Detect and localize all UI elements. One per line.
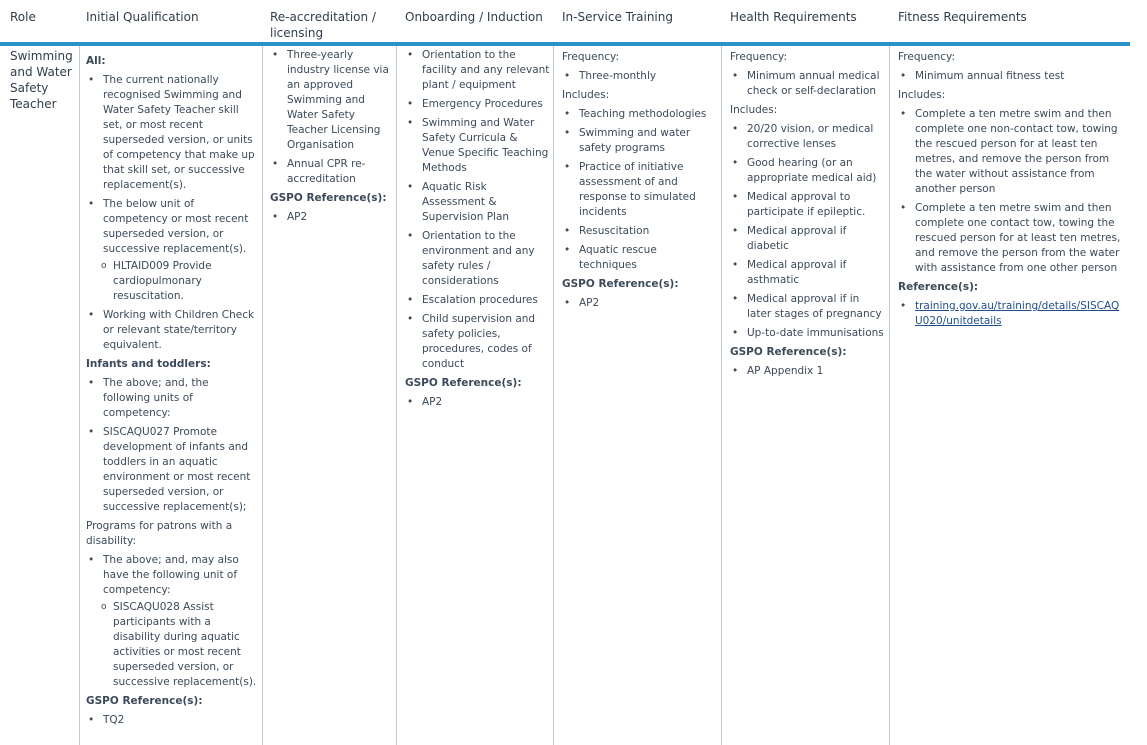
list-item: • The above; and, the following units of competency: (86, 376, 258, 421)
column-divider (889, 46, 890, 745)
list-item (86, 197, 258, 304)
list-item: • Annual CPR re-accreditation (270, 157, 390, 187)
frequency-label: Frequency: (562, 51, 620, 63)
gspo-reference: • AP Appendix 1 (730, 364, 885, 379)
role-cell: Swimming and Water Safety Teacher (10, 49, 73, 111)
list-item: • Minimum annual fitness test (898, 69, 1124, 84)
list-item: • Aquatic rescue techniques (562, 243, 717, 273)
infants-list (86, 376, 258, 515)
frequency-label: Frequency: (898, 51, 956, 63)
sub-list (86, 600, 258, 690)
list-item: • Orientation to the environment and any safety rules / considerations (405, 229, 550, 289)
list-item: • Complete a ten metre swim and then complete one non-contact tow, towing the rescued person for at least ten metres, and remove the person from the water without assistance from another person (898, 107, 1124, 197)
in-service-training-cell (562, 48, 717, 315)
list-item: • Swimming and Water Safety Curricula & Venue Specific Teaching Methods (405, 116, 550, 176)
list-item: • Teaching methodologies (562, 107, 717, 122)
list-item: • Minimum annual medical check or self-declaration (730, 69, 885, 99)
header-reaccreditation: Re-accreditation / licensing (270, 10, 376, 40)
header-onboarding: Onboarding / Induction (405, 10, 543, 24)
list-item: • Good hearing (or an appropriate medical aid) (730, 156, 885, 186)
header-initial-qualification: Initial Qualification (86, 10, 199, 24)
gspo-list (270, 210, 390, 225)
table-header-row (0, 0, 1130, 42)
header-fitness-requirements: Fitness Requirements (898, 10, 1027, 24)
list-item: • Practice of initiative assessment of and response to simulated incidents (562, 160, 717, 220)
list-item: • Medical approval if diabetic (730, 224, 885, 254)
all-list (86, 73, 258, 353)
list-item-text: The above; and, may also have the following unit of competency: (103, 554, 239, 596)
list-item: • Medical approval if in later stages of pregnancy (730, 292, 885, 322)
list-item: • Child supervision and safety policies, procedures, codes of conduct (405, 312, 550, 372)
reference-link[interactable]: training.gov.au/training/details/SISCAQU020/unitdetails (915, 300, 1120, 327)
list-item: • Swimming and water safety programs (562, 126, 717, 156)
sub-list-item: o HLTAID009 Provide cardiopulmonary resuscitation. (86, 259, 258, 304)
frequency-list (730, 69, 885, 99)
onboarding-cell (405, 48, 550, 414)
disability-list (86, 553, 258, 690)
sub-list (86, 259, 258, 304)
list-item: • Resuscitation (562, 224, 717, 239)
column-divider (79, 46, 80, 745)
column-divider (721, 46, 722, 745)
header-divider (0, 42, 1130, 46)
frequency-list (898, 69, 1124, 84)
header-health-requirements: Health Requirements (730, 10, 857, 24)
initial-qualification-cell (86, 48, 258, 732)
fitness-requirements-cell (898, 48, 1124, 333)
gspo-reference: • AP2 (270, 210, 390, 225)
gspo-reference: • AP2 (405, 395, 550, 410)
frequency-list (562, 69, 717, 84)
gspo-list (86, 713, 258, 728)
reaccreditation-cell (270, 48, 390, 229)
list-item: • Emergency Procedures (405, 97, 550, 112)
health-requirements-cell (730, 48, 885, 383)
reaccreditation-list (270, 48, 390, 187)
column-divider (262, 46, 263, 745)
list-item: • 20/20 vision, or medical corrective lenses (730, 122, 885, 152)
disability-label: Programs for patrons with a disability: (86, 520, 233, 547)
list-item: • Medical approval if asthmatic (730, 258, 885, 288)
gspo-reference: • TQ2 (86, 713, 258, 728)
list-item: • Aquatic Risk Assessment & Supervision Plan (405, 180, 550, 225)
includes-list (730, 122, 885, 341)
gspo-list (562, 296, 717, 311)
reference-label: Reference(s): (898, 281, 979, 293)
gspo-label: GSPO Reference(s): (562, 278, 679, 290)
list-item: • Three-yearly industry license via an approved Swimming and Water Safety Teacher Licensing Organisation (270, 48, 390, 153)
frequency-label: Frequency: (730, 51, 788, 63)
includes-label: Includes: (562, 89, 610, 101)
list-item (898, 299, 1124, 329)
header-in-service-training: In-Service Training (562, 10, 673, 24)
list-item: • SISCAQU027 Promote development of infants and toddlers in an aquatic environment or most recent superseded version, or successive replacement(s); (86, 425, 258, 515)
includes-label: Includes: (730, 104, 778, 116)
includes-list (898, 107, 1124, 276)
gspo-label: GSPO Reference(s): (270, 192, 387, 204)
list-item (86, 553, 258, 690)
column-divider (396, 46, 397, 745)
list-item: • Escalation procedures (405, 293, 550, 308)
includes-label: Includes: (898, 89, 946, 101)
all-label: All: (86, 55, 106, 67)
gspo-reference: • AP2 (562, 296, 717, 311)
list-item: • The current nationally recognised Swimming and Water Safety Teacher skill set, or most recent superseded version, or units of competency that make up that skill set, or successive replacement(s). (86, 73, 258, 193)
gspo-list (730, 364, 885, 379)
list-item-text: The below unit of competency or most recent superseded version, or successive replacement(s). (103, 198, 249, 255)
includes-list (562, 107, 717, 273)
gspo-label: GSPO Reference(s): (405, 377, 522, 389)
column-divider (553, 46, 554, 745)
list-item: • Up-to-date immunisations (730, 326, 885, 341)
header-role: Role (10, 10, 36, 24)
gspo-label: GSPO Reference(s): (730, 346, 847, 358)
reference-list (898, 299, 1124, 329)
list-item: • Complete a ten metre swim and then complete one contact tow, towing the rescued person for at least ten metres, and remove the person from the water with assistance from one other person (898, 201, 1124, 276)
gspo-label: GSPO Reference(s): (86, 695, 203, 707)
gspo-list (405, 395, 550, 410)
onboarding-list (405, 48, 550, 372)
sub-list-item: o SISCAQU028 Assist participants with a disability during aquatic activities or most recent superseded version, or successive replacement(s). (86, 600, 258, 690)
list-item: • Working with Children Check or relevant state/territory equivalent. (86, 308, 258, 353)
list-item: • Three-monthly (562, 69, 717, 84)
infants-label: Infants and toddlers: (86, 358, 211, 370)
list-item: • Orientation to the facility and any relevant plant / equipment (405, 48, 550, 93)
list-item: • Medical approval to participate if epileptic. (730, 190, 885, 220)
